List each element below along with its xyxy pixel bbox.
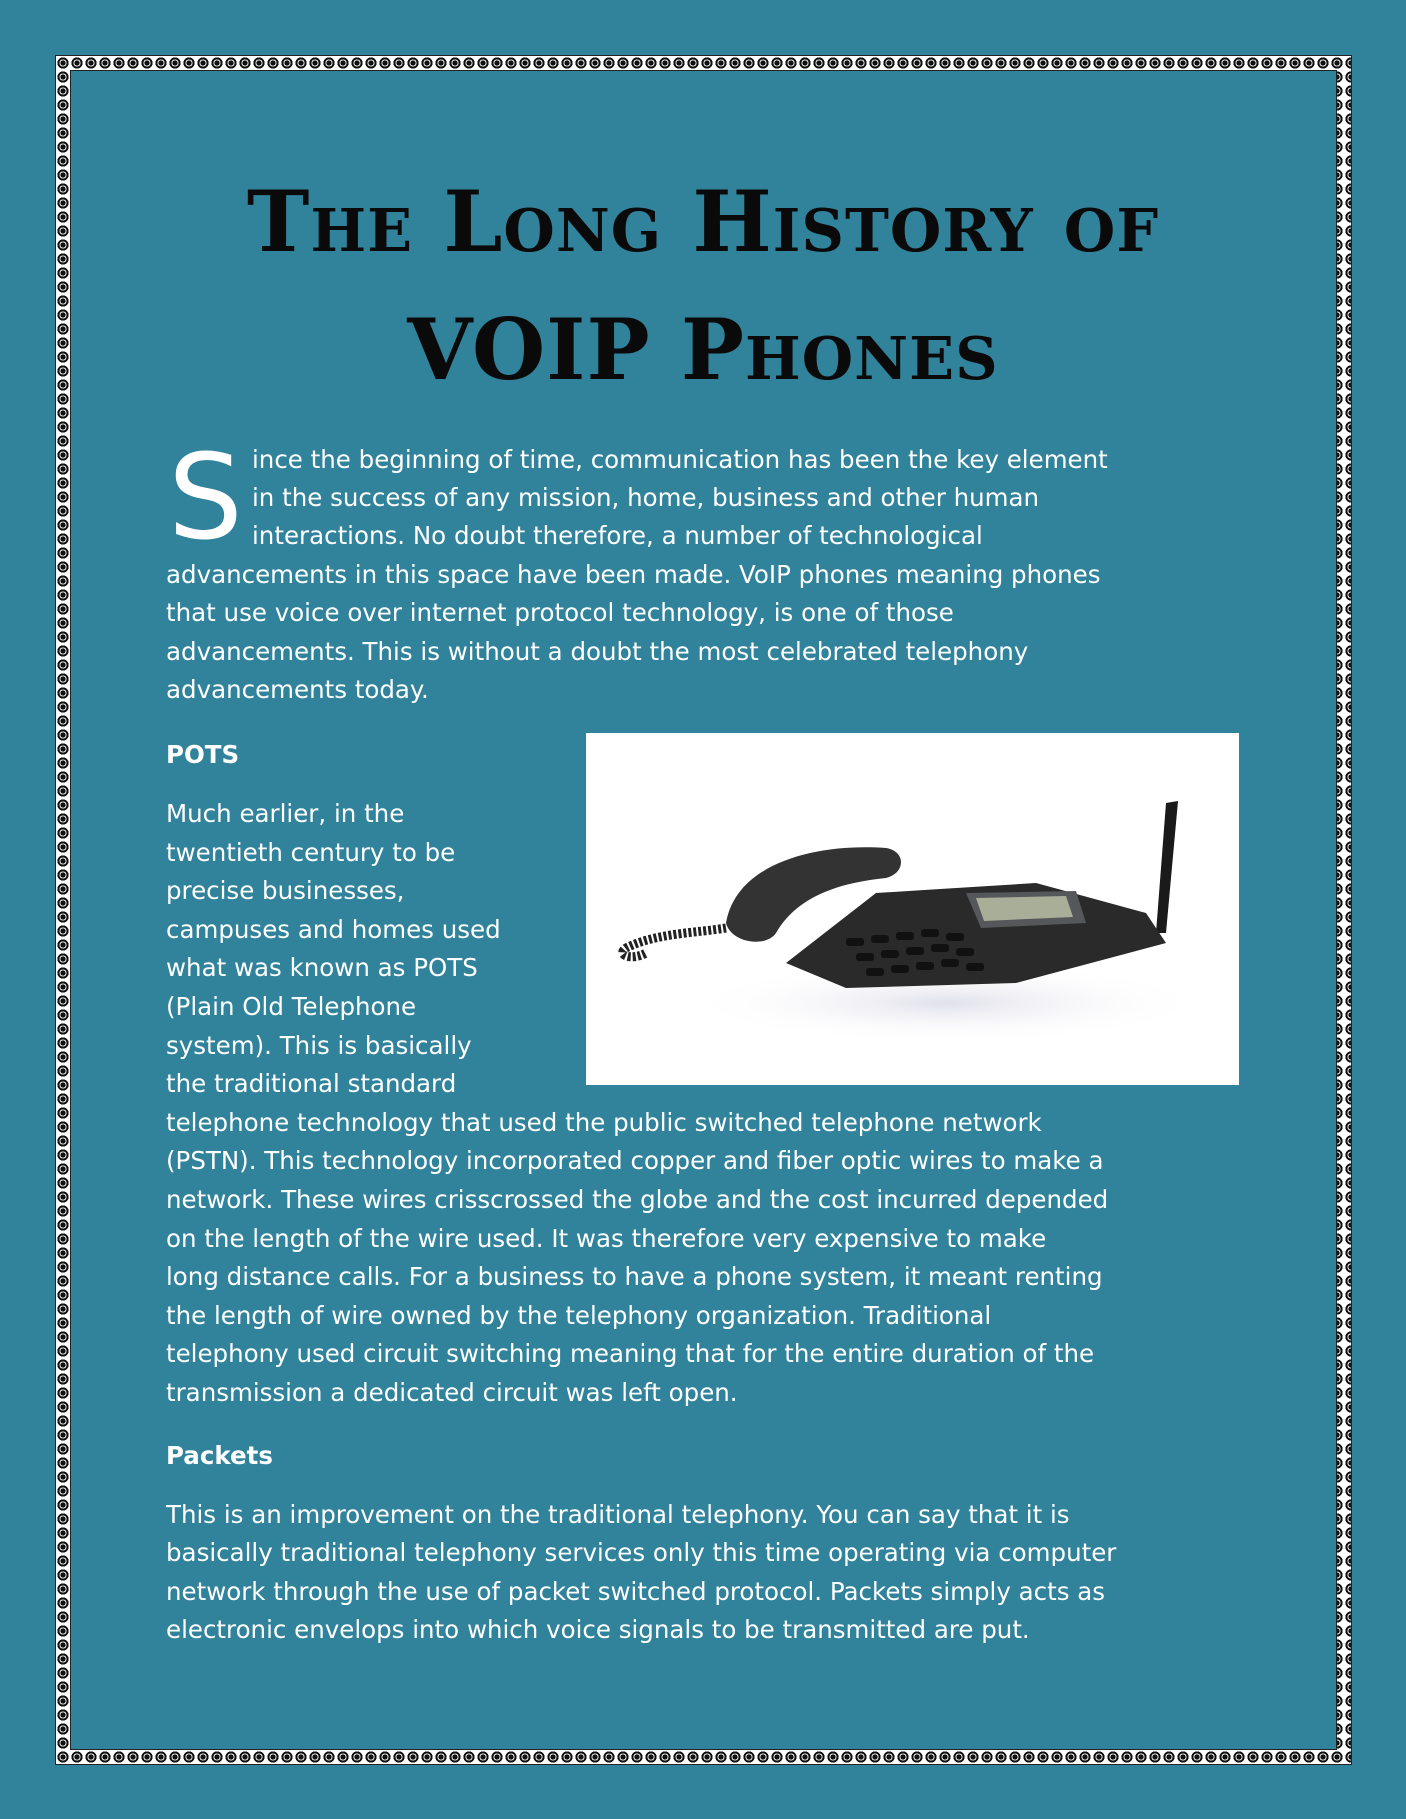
text-line: on the length of the wire used. It was therefore very expensive to make	[166, 1223, 1047, 1253]
text-line: This is an improvement on the traditional telephony. You can say that it is	[166, 1500, 1070, 1529]
section-heading-packets: Packets	[166, 1441, 273, 1470]
text-line: Much earlier, in the	[166, 799, 405, 828]
page-title-line-1: The Long History of	[246, 172, 1160, 271]
text-line: the length of wire owned by the telephony organization. Traditional	[166, 1300, 992, 1330]
text-line: twentieth century to be	[166, 837, 456, 867]
text-line: network. These wires crisscrossed the globe and the cost incurred depended	[166, 1185, 1109, 1214]
text-line: interactions. No doubt therefore, a number of technological	[252, 521, 983, 550]
text-line: that use voice over internet protocol technology, is one of those	[166, 598, 954, 627]
text-line: telephone technology that used the public switched telephone network	[166, 1107, 1042, 1137]
section-heading-pots: POTS	[166, 740, 240, 769]
text-line: basically traditional telephony services only this time operating via computer	[166, 1538, 1117, 1567]
text-line: campuses and homes used	[166, 914, 501, 944]
text-line: in the success of any mission, home, business and other human	[252, 483, 1040, 512]
text-line: advancements in this space have been made. VoIP phones meaning phones	[166, 560, 1101, 589]
text-line: (PSTN). This technology incorporated copper and fiber optic wires to make a	[166, 1146, 1104, 1176]
drop-cap: S	[168, 428, 243, 566]
page-title-line-2: VOIP Phones	[407, 300, 999, 399]
text-line: (Plain Old Telephone	[166, 992, 417, 1021]
text-line: precise businesses,	[166, 876, 405, 906]
text-line: system). This is basically	[166, 1030, 472, 1060]
text-line: telephony used circuit switching meaning that for the entire duration of the	[166, 1339, 1095, 1369]
text-line: long distance calls. For a business to have a phone system, it meant renting	[166, 1262, 1103, 1292]
text-line: ince the beginning of time, communication has been the key element	[252, 445, 1108, 474]
text-line: network through the use of packet switched protocol. Packets simply acts as	[166, 1577, 1106, 1606]
text-line: electronic envelops into which voice signals to be transmitted are put.	[166, 1615, 1030, 1644]
text-line: the traditional standard	[166, 1069, 457, 1099]
text-line: advancements. This is without a doubt the most celebrated telephony	[166, 637, 1029, 666]
text-line: what was known as POTS	[166, 953, 478, 983]
text-line: transmission a dedicated circuit was left open.	[166, 1378, 738, 1407]
desk-phone-photo	[586, 733, 1239, 1085]
text-line: advancements today.	[166, 675, 429, 704]
